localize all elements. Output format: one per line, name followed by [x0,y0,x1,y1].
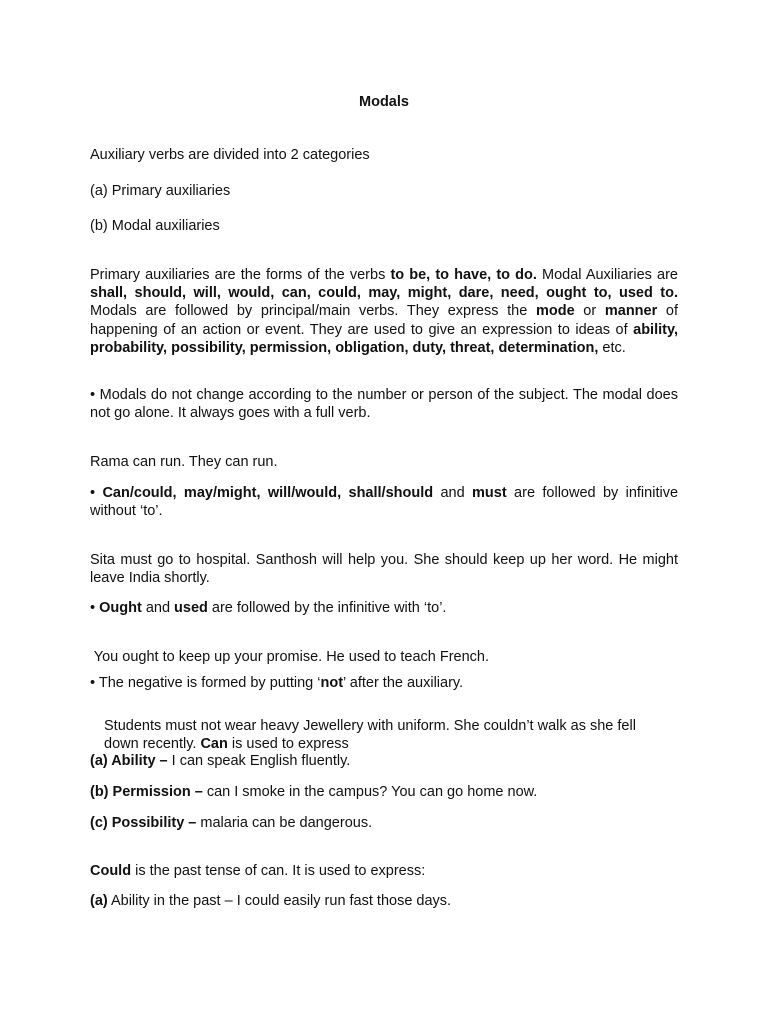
list-item-modal: (b) Modal auxiliaries [90,218,220,234]
list-item-primary: (a) Primary auxiliaries [90,183,231,199]
example-students-line2: down recently. Can is used to express [104,736,349,752]
can-use-ability: (a) Ability – I can speak English fluently. [90,753,351,769]
intro-line: Auxiliary verbs are divided into 2 categories [90,147,370,163]
page-title: Modals [359,94,409,110]
primary-auxiliaries-paragraph: Primary auxiliaries are the forms of the verbs to be, to have, to do. Modal Auxiliaries are shall, should, will, would, can, could, may, might, dare, need, ought to, used to. Modals are followed by principal/main verbs. They express the mode or manner of happening of an action or event. They are used to give an expression to ideas of ability, probability, possibility, permission, obligation, duty, threat, determination, etc. [90,267,678,356]
example-rama: Rama can run. They can run. [90,454,278,470]
can-use-possibility: (c) Possibility – malaria can be dangerous. [90,815,373,831]
example-ought: You ought to keep up your promise. He used to teach French. [90,649,490,665]
bullet-modals-no-change: • Modals do not change according to the number or person of the subject. The modal does not go alone. It always goes with a full verb. [90,387,678,422]
bullet-negative: • The negative is formed by putting ‘not’ after the auxiliary. [90,675,464,691]
can-use-permission: (b) Permission – can I smoke in the campus? You can go home now. [90,784,538,800]
bullet-ought-used: • Ought and used are followed by the infinitive with ‘to’. [90,600,447,616]
bullet-bare-infinitive: • Can/could, may/might, will/would, shall/should and must are followed by infinitive without ‘to’. [90,485,679,520]
could-use-ability: (a) Ability in the past – I could easily run fast those days. [90,893,452,909]
could-intro: Could is the past tense of can. It is used to express: [90,863,426,879]
example-sita: Sita must go to hospital. Santhosh will help you. She should keep up her word. He might leave India shortly. [90,552,678,587]
example-students-line1: Students must not wear heavy Jewellery with uniform. She couldn’t walk as she fell [104,718,636,734]
